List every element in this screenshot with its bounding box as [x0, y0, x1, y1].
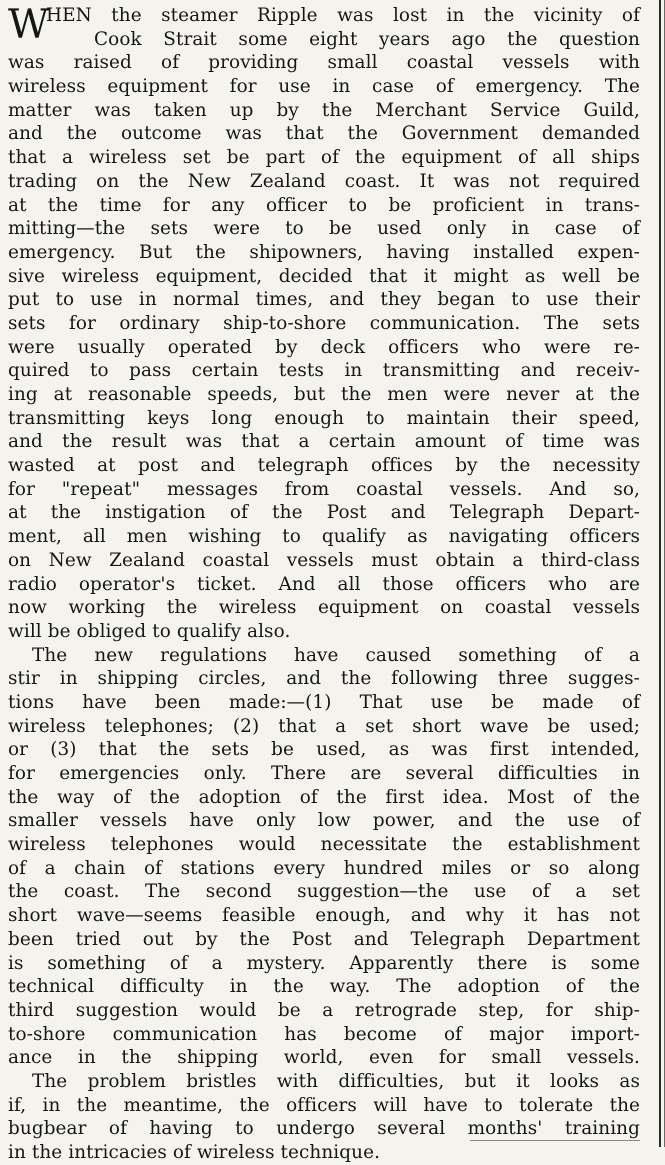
text-line: for emergencies only. There are several difficulties in — [8, 763, 640, 784]
text-line: is something of a mystery. Apparently there is some — [8, 952, 640, 974]
text-line: Cook Strait some eight years ago the question — [94, 28, 640, 50]
text-line: radio operator's ticket. And all those officers who are — [8, 573, 640, 595]
text-line: now working the wireless equipment on coastal vessels — [8, 597, 640, 619]
text-line: wireless equipment for use in case of emergency. The — [8, 76, 640, 98]
text-line: trading on the New Zealand coast. It was not required — [8, 170, 640, 192]
footer-rule — [470, 1140, 640, 1141]
text-line: technical difficulty in the way. The adoption of the — [8, 976, 640, 998]
text-line: or (3) that the sets be used, as was first intended, — [8, 739, 640, 761]
text-line: ing at reasonable speeds, but the men were never at the — [8, 384, 640, 405]
text-line: if, in the meantime, the officers will have to tolerate the — [8, 1094, 640, 1116]
text-line: and the result was that a certain amount of time was — [8, 431, 640, 453]
text-line: mitting—the sets were to be used only in case of — [8, 218, 640, 240]
text-line: matter was taken up by the Merchant Service Guild, — [8, 99, 640, 121]
text-line: were usually operated by deck officers who were re- — [8, 336, 640, 358]
text-line: sets for ordinary ship-to-shore communication. The sets — [8, 312, 640, 334]
text-line: of a chain of stations every hundred miles or so along — [8, 857, 640, 879]
paragraph-start-line: The problem bristles with difficulties, but it looks as — [32, 1070, 640, 1092]
text-line: wasted at post and telegraph offices by the necessity — [8, 455, 640, 477]
text-line: put to use in normal times, and they began to use their — [8, 289, 640, 311]
text-line: emergency. But the shipowners, having installed expen- — [8, 241, 640, 263]
text-line: third suggestion would be a retrograde step, for ship- — [8, 999, 640, 1021]
text-line: the coast. The second suggestion—the use of a set — [8, 881, 640, 903]
text-line: transmitting keys long enough to maintain their speed, — [8, 407, 640, 429]
text-line: the way of the adoption of the first idea. Most of the — [8, 786, 640, 808]
text-line: HEN the steamer Ripple was lost in the vicinity of — [46, 5, 640, 26]
text-line: sive wireless equipment, decided that it might as well be — [8, 265, 640, 287]
text-line: was raised of providing small coastal vessels with — [8, 52, 640, 74]
text-line: on New Zealand coastal vessels must obtain a third-class — [8, 549, 640, 571]
article-body — [8, 4, 640, 1165]
text-line: and the outcome was that the Government demanded — [8, 123, 640, 145]
text-line: for "repeat" messages from coastal vessels. And so, — [8, 478, 640, 500]
text-line: quired to pass certain tests in transmitting and receiv- — [8, 360, 640, 382]
text-line: stir in shipping circles, and the following three sugges- — [8, 668, 640, 690]
text-line: bugbear of having to undergo several months' training — [8, 1118, 640, 1140]
text-line: ance in the shipping world, even for small vessels. — [8, 1047, 640, 1069]
text-line: at the time for any officer to be proficient in trans- — [8, 194, 640, 216]
text-line: ment, all men wishing to qualify as navigating officers — [8, 526, 640, 548]
text-line: wireless telephones would necessitate the establishment — [8, 834, 640, 856]
paragraph-end-line: in the intricacies of wireless technique. — [8, 1142, 381, 1163]
text-line: been tried out by the Post and Telegraph Department — [8, 928, 640, 950]
paragraph-end-line: will be obliged to qualify also. — [8, 620, 291, 642]
paragraph-start-line: The new regulations have caused something of a — [32, 644, 640, 666]
text-line: short wave—seems feasible enough, and why it has not — [8, 905, 640, 927]
text-line: tions have been made:—(1) That use be made of — [8, 691, 640, 713]
text-line: to-shore communication has become of major import- — [8, 1023, 640, 1045]
text-line: wireless telephones; (2) that a set short wave be used; — [8, 715, 640, 737]
drop-cap: W — [8, 2, 48, 48]
text-line: that a wireless set be part of the equipment of all ships — [8, 147, 640, 169]
text-line: at the instigation of the Post and Telegraph Depart- — [8, 502, 640, 524]
text-line: smaller vessels have only low power, and the use of — [8, 810, 640, 832]
column-rule — [659, 0, 661, 1147]
